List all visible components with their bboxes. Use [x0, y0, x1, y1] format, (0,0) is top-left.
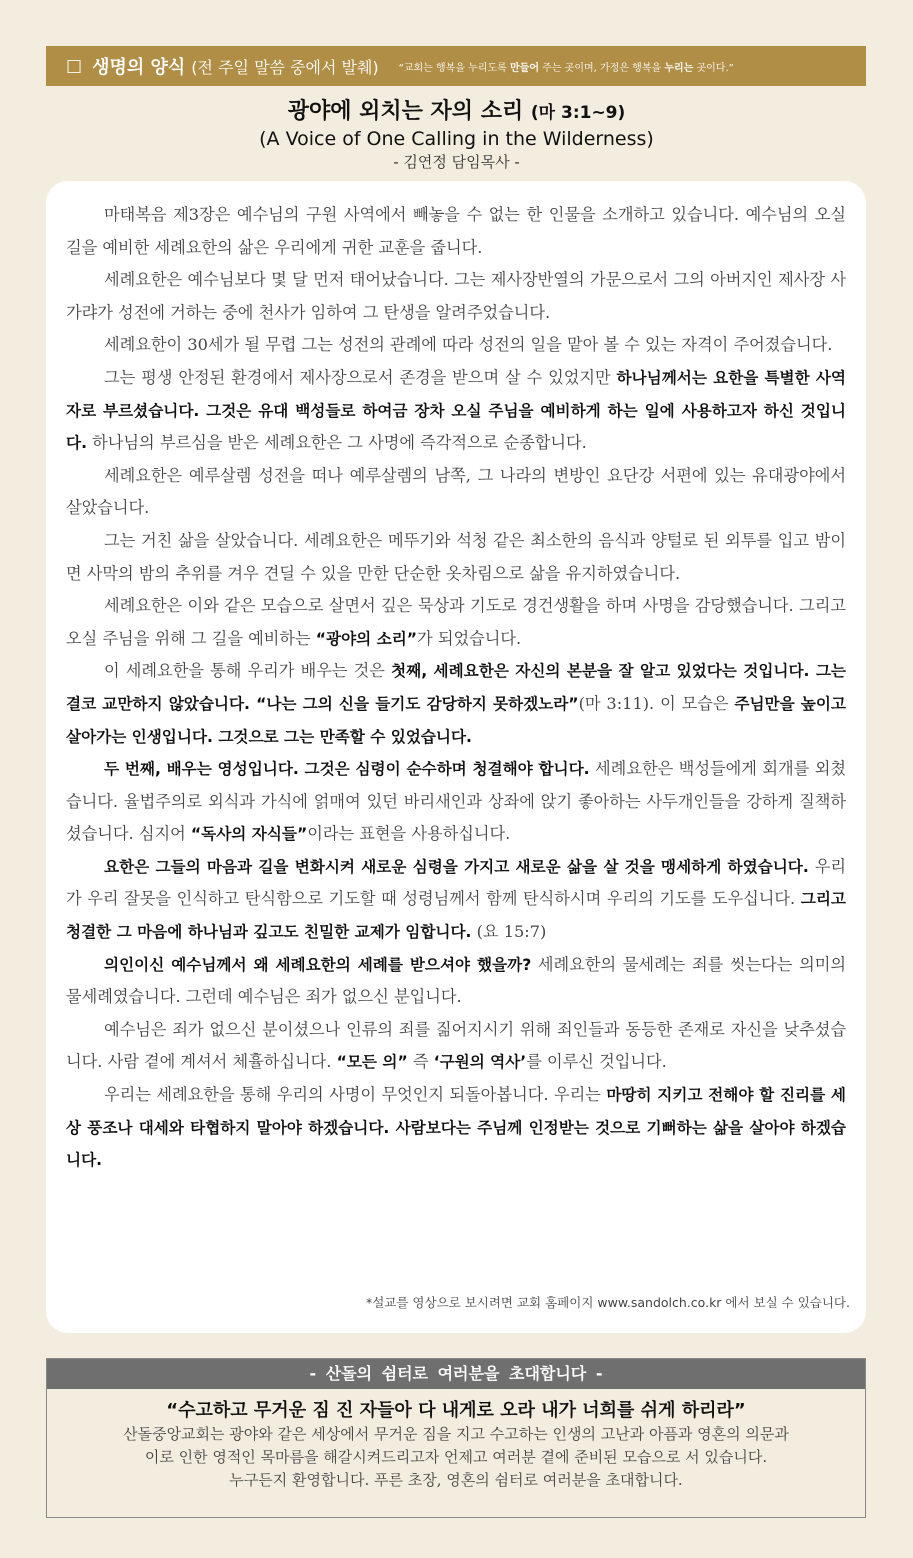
paragraph: 세례요한은 예루살렘 성전을 떠나 예루살렘의 남쪽, 그 나라의 변방인 요단강 서편에 있는 유대광야에서 살았습니다. — [66, 465, 846, 518]
paragraph: 이 세례요한을 통해 우리가 배우는 것은 첫째, 세례요한은 자신의 본분을 잘 알고 있었다는 것입니다. 그는 결코 교만하지 않았습니다. “나는 그의 신을 들기도 감당하지 못하겠노라”(마 3:11). 이 모습은 주님만을 높이고 살아가는 인생입니다. 그것으로 그는 만족할 수 있었습니다. — [66, 661, 846, 746]
paragraph: 요한은 그들의 마음과 길을 변화시켜 새로운 심령을 가지고 새로운 삶을 살 것을 맹세하게 하였습니다. 우리가 우리 잘못을 인식하고 탄식함으로 기도할 때 성령님께서 함께 탄식하시며 우리의 기도를 도우십니다. 그리고 청결한 그 마음에 하나님과 깊고도 친밀한 교제가 임합니다. (요 15:7) — [66, 856, 847, 942]
pastor-name: - 김연정 담임목사 - — [393, 153, 520, 171]
paragraph: 예수님은 죄가 없으신 분이셨으나 인류의 죄를 짊어지시기 위해 죄인들과 동등한 존재로 자신을 낮추셨습니다. 사람 곁에 계셔서 체휼하십니다. “모든 의” 즉 ‘구원의 역사’를 이루신 것입니다. — [66, 1019, 846, 1072]
sermon-english-title: (A Voice of One Calling in the Wilderness) — [259, 128, 654, 150]
sermon-text — [66, 199, 846, 1177]
paragraph: 세례요한은 예수님보다 몇 달 먼저 태어났습니다. 그는 제사장반열의 가문으로서 그의 아버지인 제사장 사가랴가 성전에 거하는 중에 천사가 임하여 그 탄생을 알려주었습니다. — [66, 270, 846, 322]
banner-subtitle: (전 주일 말씀 중에서 발췌) — [191, 57, 379, 77]
paragraph: 두 번째, 배우는 영성입니다. 그것은 심령이 순수하며 청결해야 합니다. 세례요한은 백성들에게 회개를 외쳤습니다. 율법주의로 외식과 가식에 얽매여 있던 바리새인과 상좌에 앉기 좋아하는 사두개인들을 강하게 질책하셨습니다. 심지어 “독사의 자식들”이라는 표현을 사용하십니다. — [66, 759, 847, 844]
paragraph: 의인이신 예수님께서 왜 세례요한의 세례를 받으셔야 했을까? 세례요한의 물세례는 죄를 씻는다는 의미의 물세례였습니다. 그런데 예수님은 죄가 없으신 분입니다. — [66, 954, 846, 1007]
invitation-line: 산돌중앙교회는 광야와 같은 세상에서 무거운 짐을 지고 수고하는 인생의 고난과 아픔과 영혼의 의문과 — [123, 1425, 789, 1443]
paragraph: 그는 거친 삶을 살았습니다. 세례요한은 메뚜기와 석청 같은 최소한의 음식과 양털로 된 외투를 입고 밤이면 사막의 밤의 추위를 겨우 견딜 수 있을 만한 단순한 옷차림으로 삶을 유지하였습니다. — [66, 530, 846, 583]
video-footnote: *설교를 영상으로 보시려면 교회 홈페이지 www.sandolch.co.kr 에서 보실 수 있습니다. — [365, 1295, 850, 1310]
sermon-header — [0, 98, 913, 173]
invitation-text — [47, 1423, 865, 1492]
paragraph: 세례요한은 이와 같은 모습으로 살면서 깊은 묵상과 기도로 경건생활을 하며 사명을 감당했습니다. 그리고 오실 주님을 위해 그 길을 예비하는 “광야의 소리”가 되었습니다. — [66, 596, 846, 648]
paragraph: 그는 평생 안정된 환경에서 제사장으로서 존경을 받으며 살 수 있었지만 하나님께서는 요한을 특별한 사역자로 부르셨습니다. 그것은 유대 백성들로 하여금 장차 오실 주님을 예비하게 하는 일에 사용하고자 하신 것입니다. 하나님의 부르심을 받은 세례요한은 그 사명에 즉각적으로 순종합니다. — [66, 367, 846, 453]
checkbox-square-icon: □ — [66, 56, 83, 76]
section-banner — [46, 46, 866, 86]
banner-title: 생명의 양식 — [92, 57, 186, 78]
invitation-line: 누구든지 환영합니다. 푸른 초장, 영혼의 쉼터로 여러분을 초대합니다. — [229, 1471, 683, 1489]
invitation-line: 이로 인한 영적인 목마름을 해갈시켜드리고자 언제고 여러분 곁에 준비된 모습으로 서 있습니다. — [144, 1448, 768, 1466]
scripture-reference: (마 3:1~9) — [530, 103, 626, 123]
sermon-title: 광야에 외치는 자의 소리 (마 3:1~9) — [287, 99, 626, 124]
paragraph: 세례요한이 30세가 될 무렵 그는 성전의 관례에 따라 성전의 일을 맡아 볼 수 있는 자격이 주어졌습니다. — [104, 335, 833, 355]
invitation-box — [46, 1358, 866, 1518]
paragraph: 우리는 세례요한을 통해 우리의 사명이 무엇인지 되돌아봅니다. 우리는 마땅히 지키고 전해야 할 진리를 세상 풍조나 대세와 타협하지 말아야 하겠습니다. 사람보다는 주님께 인정받는 것으로 기뻐하는 삶을 살아야 하겠습니다. — [66, 1085, 846, 1170]
paragraph: 마태복음 제3장은 예수님의 구원 사역에서 빼놓을 수 없는 한 인물을 소개하고 있습니다. 예수님의 오실 길을 예비한 세례요한의 삶은 우리에게 귀한 교훈을 줍니다. — [66, 205, 846, 257]
banner-quote: “교회는 행복을 누리도록 만들어 주는 곳이며, 가정은 행복을 누리는 곳이다.” — [398, 62, 734, 74]
sermon-body-card — [46, 181, 866, 1333]
invitation-verse: “수고하고 무거운 짐 진 자들아 다 내게로 오라 내가 너희를 쉬게 하리라” — [166, 1400, 746, 1421]
invitation-heading: - 산돌의 쉼터로 여러분을 초대합니다 - — [47, 1359, 865, 1389]
